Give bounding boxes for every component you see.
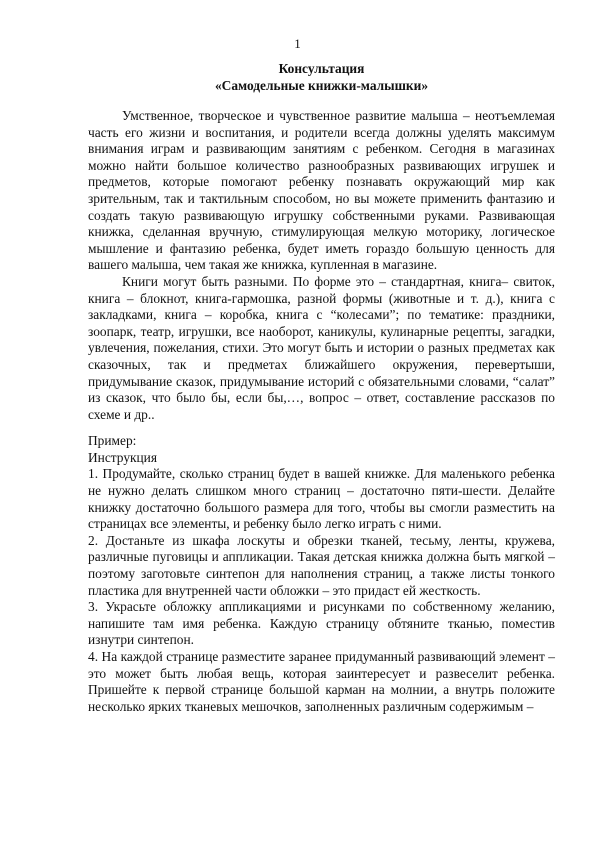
instruction-step-3: 3. Украсьте обложку аппликациями и рисунками по собственному желанию, напишите там имя ребенка. Каждую страницу обтяните тканью, поместив изнутри синтепон. [88, 599, 555, 648]
paragraph-gap [88, 423, 555, 433]
document-body [88, 60, 555, 715]
document-subtitle: «Самодельные книжки-малышки» [214, 78, 429, 93]
book-types-paragraph: Книги могут быть разными. По форме это – стандартная, книга– свиток, книга – блокнот, книга-гармошка, разной формы (животные и т. д.), книга с закладками, книга – коробка, книга с “колесами”; по тематике: праздники, зоопарк, театр, игрушки, все наоборот, каникулы, кулинарные рецепты, загадки, увлечения, пожелания, стихи. Это могут быть и истории о разных предметах как сказочных, так и предметах ближайшего окружения, перевертыши, придумывание сказок, придумывание историй с обязательными словами, “салат” из сказок, что было бы, если бы,…, вопрос – ответ, составление рассказов по схеме и др.. [88, 273, 555, 422]
instruction-step-1: 1. Продумайте, сколько страниц будет в вашей книжке. Для маленького ребенка не нужно делать слишком много страниц – достаточно пяти-шести. Делайте книжку достаточно большого размера для того, чтобы вы смогли разместить на страницах все элементы, и ребенку было легко играть с ними. [88, 466, 555, 532]
page-number: 1 [294, 36, 301, 51]
document-title: Консультация [278, 61, 365, 76]
instruction-step-4: 4. На каждой странице разместите заранее придуманный развивающий элемент – это может быть любая вещь, которая заинтересует и развеселит ребенка. Пришейте к первой странице большой карман на молнии, а внутрь положите несколько ярких тканевых мешочков, заполненных различным содержимым – [88, 649, 555, 714]
example-label: Пример: [88, 433, 137, 449]
instruction-heading: Инструкция [88, 449, 158, 465]
intro-paragraph: Умственное, творческое и чувственное развитие малыша – неотъемлемая часть его жизни и воспитания, и родители всегда должны уделять максимум внимания играм и развивающим занятиям с ребенком. Сегодня в магазинах можно найти большое количество разнообразных развивающих игрушек и предметов, которые помогают ребенку познавать окружающий мир как зрительным, так и тактильным способом, но вы можете применить фантазию и создать такую развивающую игрушку собственными руками. Развивающая книжка, сделанная вручную, стимулирующая мелкую моторику, логическое мышление и фантазию ребенка, будет иметь гораздо большую ценность для вашего малыша, чем такая же книжка, купленная в магазине. [88, 108, 555, 273]
instruction-step-2: 2. Достаньте из шкафа лоскуты и обрезки тканей, тесьму, ленты, кружева, различные пуговицы и аппликации. Такая детская книжка должна быть мягкой – поэтому заготовьте синтепон для наполнения страниц, а также листы тонкого пластика для внутренней части обложки – это придаст ей жесткость. [88, 532, 555, 598]
